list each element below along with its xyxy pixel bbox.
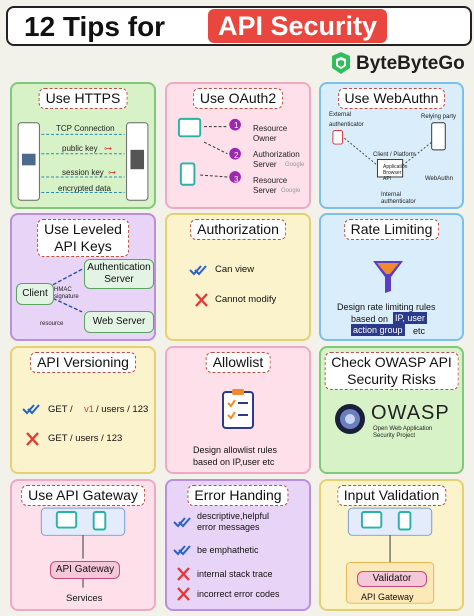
title-bar	[6, 6, 472, 46]
card-title: Use API Gateway	[21, 485, 145, 506]
card-title: Error Handing	[187, 485, 288, 506]
double-check-icon	[173, 543, 191, 557]
card-use-api-gateway	[10, 479, 156, 611]
version-good-prefix: GET /	[48, 404, 73, 415]
owasp-logo-icon	[333, 402, 367, 436]
version-good-suffix: / users / 123	[96, 404, 149, 415]
header	[0, 0, 474, 80]
card-api-versioning	[10, 346, 156, 474]
error-item-3: internal stack trace	[197, 569, 273, 579]
error-item-2: be emphathetic	[197, 545, 259, 555]
card-use-webauthn	[319, 82, 464, 209]
owasp-logo-sub: Open Web Application Security Project	[373, 426, 433, 439]
double-check-icon	[173, 515, 191, 529]
https-step-2: public key	[62, 144, 98, 153]
resource-label: resource	[40, 321, 64, 327]
action-group-highlight: action group	[353, 325, 403, 335]
oauth-resource-server: Resource Server	[253, 176, 288, 195]
https-step-1: TCP Connection	[56, 124, 115, 133]
key-icon: ⊶	[108, 168, 116, 177]
cross-icon	[175, 567, 193, 581]
page-title: 12 Tips for	[24, 11, 166, 42]
validator-node: Validator	[357, 571, 427, 587]
web-server-node: Web Server	[84, 311, 154, 333]
google-tag: Google	[285, 162, 305, 168]
webauthn-client-platform: Client / Platform	[373, 152, 416, 158]
card-title: Authorization	[190, 219, 286, 240]
https-step-3: session key	[62, 168, 104, 177]
card-title: Allowlist	[206, 352, 271, 373]
funnel-icon	[371, 259, 405, 295]
version-good-v1: v1	[84, 404, 95, 415]
card-use-https	[10, 82, 156, 209]
google-tag: Google	[281, 188, 301, 194]
webauthn-label: WebAuthn	[425, 176, 453, 182]
oauth-authorization-server: Authorization Server	[253, 150, 300, 169]
card-use-oauth2	[165, 82, 311, 209]
https-step-4: encrypted data	[58, 184, 111, 193]
brand-name: ByteByteGo	[356, 53, 465, 74]
card-title: Use HTTPS	[39, 88, 128, 109]
oauth-step-num-1: 1	[234, 121, 239, 130]
key-icon: ⊶	[104, 144, 112, 153]
checklist-icon	[219, 388, 257, 430]
card-title: Use Leveled API Keys	[37, 219, 129, 257]
hmac-label: HMAC signature	[54, 287, 79, 300]
rate-limit-desc: Design rate limiting rules	[337, 302, 436, 312]
webauthn-browser: Application Browser API	[383, 164, 408, 182]
oauth-resource-owner: Resource Owner	[253, 124, 288, 143]
card-rate-limiting	[319, 213, 464, 341]
owasp-logo-word: OWASP	[371, 402, 450, 424]
cross-icon	[175, 587, 193, 601]
version-bad: GET / users / 123	[48, 433, 123, 444]
rate-limit-etc: etc	[413, 326, 426, 336]
card-title: Use OAuth2	[193, 88, 283, 109]
double-check-icon	[22, 402, 40, 416]
services-label: Services	[66, 593, 103, 604]
error-item-4: incorrect error codes	[197, 589, 280, 599]
auth-server-node: Authentication Server	[84, 259, 154, 289]
webauthn-diagram	[321, 84, 462, 207]
validation-gateway-label: API Gateway	[361, 592, 414, 602]
page-title-highlight: API Security	[208, 9, 387, 43]
bytebytego-logo-icon	[330, 52, 352, 76]
card-title: Use WebAuthn	[338, 88, 446, 109]
card-title: Rate Limiting	[344, 219, 440, 240]
cross-icon	[193, 293, 211, 307]
card-title: Input Validation	[337, 485, 446, 506]
client-node: Client	[16, 283, 54, 305]
api-gateway-node: API Gateway	[50, 561, 120, 579]
card-authorization	[165, 213, 311, 341]
card-owasp	[319, 346, 464, 474]
double-check-icon	[189, 263, 207, 277]
cannot-modify-text: Cannot modify	[215, 294, 277, 305]
validation-diagram	[321, 481, 462, 609]
cross-icon	[24, 432, 42, 446]
card-input-validation	[319, 479, 464, 611]
can-view-text: Can view	[215, 264, 255, 275]
ip-user-highlight: IP, user	[395, 313, 425, 323]
allowlist-desc: Design allowlist rules based on IP,user etc	[193, 445, 278, 467]
webauthn-internal-authenticator: Internal authenticator	[381, 192, 416, 205]
oauth-step-num-2: 2	[234, 151, 239, 160]
webauthn-external-authenticator: External authenticator	[329, 112, 364, 128]
card-allowlist	[165, 346, 311, 474]
card-leveled-api-keys	[10, 213, 156, 341]
card-title: Check OWASP API Security Risks	[324, 352, 459, 390]
card-error-handling	[165, 479, 311, 611]
rate-limit-based-on: based on	[351, 314, 389, 324]
oauth-step-num-3: 3	[234, 175, 239, 184]
card-title: API Versioning	[30, 352, 136, 373]
gateway-diagram	[12, 481, 154, 609]
error-item-1: descriptive,helpful error messages	[197, 511, 270, 532]
webauthn-relying-party: Relying party	[421, 114, 457, 120]
